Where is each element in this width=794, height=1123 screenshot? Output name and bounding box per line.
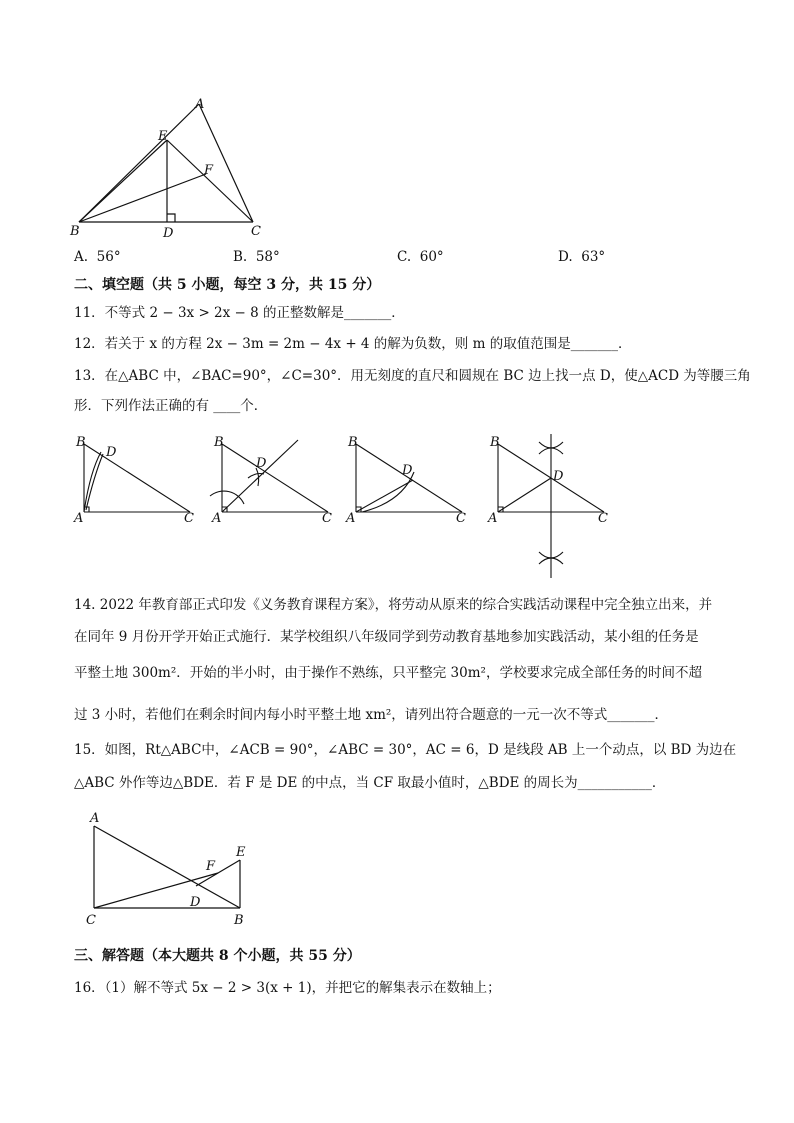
q13f1-label-b: B — [76, 435, 86, 450]
section3-header: 三、解答题（本大题共 8 个小题，共 55 分） — [74, 948, 361, 964]
f15-label-c: C — [86, 913, 96, 928]
q13f4-label-d: D — [553, 469, 564, 484]
q13f2-label-c: C — [322, 511, 332, 524]
question-13-line2: 形．下列作法正确的有 ____个． — [74, 398, 268, 414]
q13f4-label-c: C — [598, 511, 608, 526]
q13f3-label-b: B — [348, 435, 358, 450]
q13f3-label-c: C — [456, 511, 466, 524]
option-d-value: 63° — [581, 249, 606, 265]
segment-bf — [79, 174, 206, 222]
q13f1-arc2 — [86, 454, 103, 510]
label-a: A — [195, 97, 205, 112]
question-13-line1: 13．在△ABC 中，∠BAC=90°，∠C=30°．用无刻度的直尺和圆规在 BC 边上找一点 D，使△ACD 为等腰三角 — [74, 368, 751, 384]
q13f3-bc — [356, 444, 462, 512]
q13f2-label-d: D — [256, 456, 267, 471]
q13f3-label-a: A — [346, 511, 356, 524]
label-e: E — [158, 129, 168, 144]
q13f4-label-a: A — [488, 511, 498, 526]
question-14-line2: 在同年 9 月份开学开始正式施行．某学校组织八年级同学到劳动教育基地参加实践活动，某小组的任务是 — [74, 629, 699, 645]
label-b: B — [70, 224, 80, 239]
label-d: D — [163, 226, 174, 241]
q13f3-arc — [362, 472, 414, 512]
question-14-line1: 14. 2022 年教育部正式印发《义务教育课程方案》，将劳动从原来的综合实践活动课程中完全独立出来，并 — [74, 597, 713, 613]
f15-label-d: D — [190, 895, 201, 910]
option-c-letter: C. — [397, 249, 412, 265]
question-11: 11．不等式 2 − 3x > 2x − 8 的正整数解是_______． — [74, 305, 405, 321]
f15-label-b: B — [234, 913, 244, 928]
option-d — [558, 249, 605, 265]
option-c — [397, 249, 444, 265]
q13f1-arc — [84, 452, 101, 512]
option-b-letter: B. — [233, 249, 248, 265]
question-15-line2: △ABC 外作等边△BDE．若 F 是 DE 的中点，当 CF 取最小值时，△BDE 的周长为___________． — [74, 775, 666, 791]
q13-figure-3 — [342, 432, 476, 524]
section2-header: 二、填空题（共 5 小题，每空 3 分，共 15 分） — [74, 277, 381, 293]
f15-label-a: A — [90, 811, 100, 826]
label-f: F — [204, 163, 214, 178]
option-b — [233, 249, 280, 265]
option-d-letter: D. — [558, 249, 573, 265]
q13f2-label-a: A — [212, 511, 222, 524]
q13f1-label-a: A — [74, 511, 84, 524]
q13f2-arc-base — [210, 491, 244, 504]
question-12: 12．若关于 x 的方程 2x − 3m = 2m − 4x + 4 的解为负数，则 m 的取值范围是_______． — [74, 336, 632, 352]
q13-figure-4 — [484, 432, 618, 580]
option-a — [74, 249, 121, 265]
question-14-line4: 过 3 小时，若他们在剩余时间内每小时平整土地 xm²，请列出符合题意的一元一次不等式_______． — [74, 707, 669, 723]
question-15-line1: 15．如图，Rt△ABC中，∠ACB = 90°，∠ABC = 30°，AC = 6，D 是线段 AB 上一个动点，以 BD 为边在 — [74, 742, 737, 758]
option-b-value: 58° — [255, 249, 280, 265]
question-16: 16．（1）解不等式 5x − 2 > 3(x + 1)，并把它的解集表示在数轴上； — [74, 980, 501, 996]
q13f2-label-b: B — [214, 435, 224, 450]
q13f2-bc — [222, 444, 328, 512]
right-angle-mark — [167, 214, 175, 222]
segment-ec — [167, 140, 253, 222]
label-c: C — [251, 224, 261, 239]
q13f3-ad — [356, 480, 413, 512]
question-14-line3: 平整土地 300m²．开始的半小时，由于操作不熟练，只平整完 30m²，学校要求完成全部任务的时间不超 — [74, 665, 702, 681]
q13f4-ad — [498, 478, 551, 512]
figure-triangle-abc — [66, 94, 276, 244]
q13-figure-1 — [70, 432, 200, 524]
figure-15 — [82, 808, 262, 932]
q13f1-label-d: D — [106, 445, 117, 460]
f15-label-e: E — [236, 845, 246, 860]
f15-label-f: F — [206, 859, 216, 874]
q13f4-label-b: B — [490, 435, 500, 450]
q13f3-label-d: D — [402, 463, 413, 478]
option-a-value: 56° — [96, 249, 121, 265]
option-a-letter: A. — [74, 249, 89, 265]
segment-ba — [79, 104, 199, 222]
segment-be — [79, 140, 167, 222]
f15-ab — [94, 826, 240, 908]
q13f1-label-c: C — [184, 511, 194, 524]
option-c-value: 60° — [419, 249, 444, 265]
q13-figure-2 — [206, 432, 340, 524]
